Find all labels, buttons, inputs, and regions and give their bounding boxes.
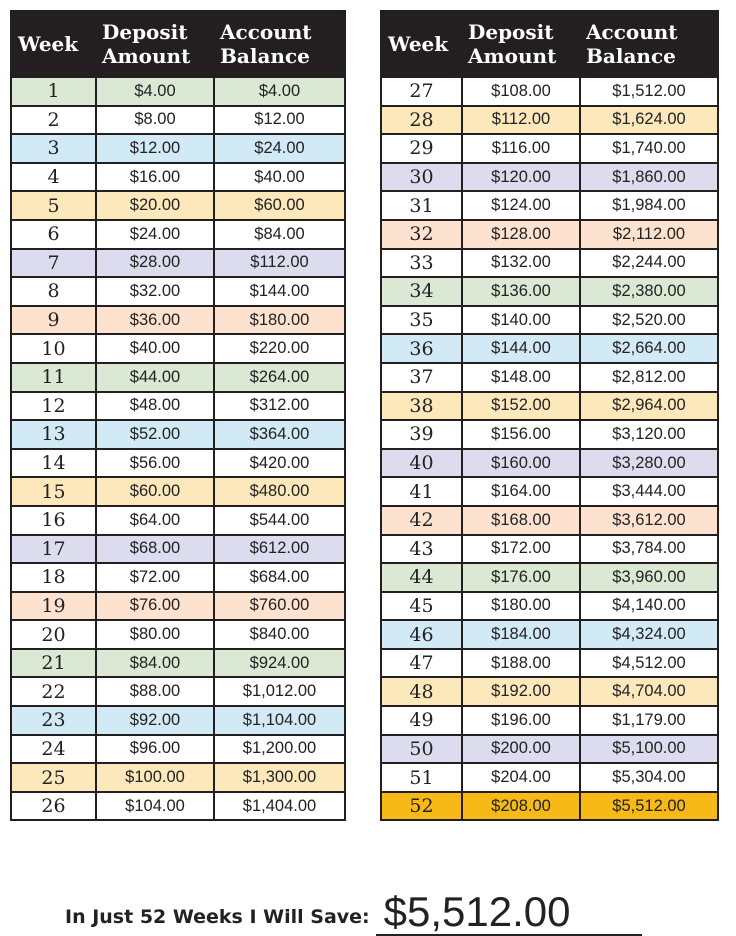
table-row: [11, 592, 345, 621]
week-cell: 21: [11, 649, 96, 678]
balance-cell: $684.00: [214, 563, 345, 592]
week-cell: 30: [381, 163, 462, 192]
balance-cell: $1,012.00: [214, 677, 345, 706]
week-cell: 34: [381, 277, 462, 306]
balance-cell: $4,324.00: [580, 620, 718, 649]
week-cell: 27: [381, 77, 462, 106]
table-row: [11, 249, 345, 278]
deposit-cell: $52.00: [96, 420, 214, 449]
header-balance-line2: Balance: [220, 44, 310, 68]
week-cell: 32: [381, 220, 462, 249]
week-cell: 22: [11, 677, 96, 706]
header-deposit-line1: Deposit: [102, 20, 188, 44]
table-row: [11, 363, 345, 392]
week-cell: 1: [11, 77, 96, 106]
deposit-cell: $84.00: [96, 649, 214, 678]
table-row: [11, 706, 345, 735]
balance-cell: $760.00: [214, 592, 345, 621]
table-row: [381, 249, 718, 278]
table-row: [11, 77, 345, 106]
deposit-cell: $44.00: [96, 363, 214, 392]
deposit-cell: $108.00: [462, 77, 580, 106]
deposit-cell: $156.00: [462, 420, 580, 449]
deposit-cell: $152.00: [462, 392, 580, 421]
week-cell: 43: [381, 535, 462, 564]
table-row: [11, 449, 345, 478]
deposit-cell: $148.00: [462, 363, 580, 392]
balance-cell: $1,104.00: [214, 706, 345, 735]
table-row: [11, 677, 345, 706]
week-cell: 29: [381, 134, 462, 163]
deposit-cell: $120.00: [462, 163, 580, 192]
balance-cell: $220.00: [214, 334, 345, 363]
balance-cell: $84.00: [214, 220, 345, 249]
deposit-cell: $124.00: [462, 191, 580, 220]
balance-cell: $3,612.00: [580, 506, 718, 535]
deposit-cell: $60.00: [96, 477, 214, 506]
table-row: [381, 763, 718, 792]
table-row: [11, 420, 345, 449]
table-row: [11, 191, 345, 220]
balance-cell: $3,960.00: [580, 563, 718, 592]
header-balance: [214, 11, 345, 77]
header-balance-line1: Account: [220, 20, 312, 44]
table-row: [381, 649, 718, 678]
week-cell: 23: [11, 706, 96, 735]
summary-amount: $5,512.00: [376, 890, 642, 936]
balance-cell: $1,860.00: [580, 163, 718, 192]
table-row: [381, 449, 718, 478]
table-row: [11, 792, 345, 821]
balance-cell: $2,812.00: [580, 363, 718, 392]
deposit-cell: $40.00: [96, 334, 214, 363]
savings-summary: [65, 890, 642, 936]
balance-cell: $3,280.00: [580, 449, 718, 478]
balance-cell: $544.00: [214, 506, 345, 535]
week-cell: 41: [381, 477, 462, 506]
deposit-cell: $168.00: [462, 506, 580, 535]
balance-cell: $1,200.00: [214, 735, 345, 764]
week-cell: 36: [381, 334, 462, 363]
week-cell: 2: [11, 106, 96, 135]
table-row: [381, 392, 718, 421]
week-cell: 52: [381, 792, 462, 821]
deposit-cell: $204.00: [462, 763, 580, 792]
deposit-cell: $28.00: [96, 249, 214, 278]
balance-cell: $1,179.00: [580, 706, 718, 735]
table-row: [11, 535, 345, 564]
balance-cell: $2,520.00: [580, 306, 718, 335]
balance-cell: $112.00: [214, 249, 345, 278]
balance-cell: $3,784.00: [580, 535, 718, 564]
week-cell: 19: [11, 592, 96, 621]
deposit-cell: $176.00: [462, 563, 580, 592]
deposit-cell: $184.00: [462, 620, 580, 649]
balance-cell: $5,100.00: [580, 735, 718, 764]
table-row: [11, 506, 345, 535]
balance-cell: $364.00: [214, 420, 345, 449]
deposit-cell: $172.00: [462, 535, 580, 564]
deposit-cell: $192.00: [462, 677, 580, 706]
deposit-cell: $128.00: [462, 220, 580, 249]
week-cell: 16: [11, 506, 96, 535]
deposit-cell: $48.00: [96, 392, 214, 421]
balance-cell: $2,664.00: [580, 334, 718, 363]
deposit-cell: $196.00: [462, 706, 580, 735]
table-row: [381, 792, 718, 821]
week-cell: 44: [381, 563, 462, 592]
table-row: [11, 306, 345, 335]
table-row: [11, 620, 345, 649]
deposit-cell: $32.00: [96, 277, 214, 306]
week-cell: 26: [11, 792, 96, 821]
deposit-cell: $200.00: [462, 735, 580, 764]
balance-cell: $3,444.00: [580, 477, 718, 506]
table-row: [381, 477, 718, 506]
week-cell: 3: [11, 134, 96, 163]
header-deposit-line1: Deposit: [468, 20, 554, 44]
week-cell: 8: [11, 277, 96, 306]
week-cell: 28: [381, 106, 462, 135]
table-row: [11, 735, 345, 764]
table-row: [11, 334, 345, 363]
deposit-cell: $64.00: [96, 506, 214, 535]
deposit-cell: $208.00: [462, 792, 580, 821]
table-row: [11, 477, 345, 506]
table-row: [381, 334, 718, 363]
week-cell: 48: [381, 677, 462, 706]
header-deposit: [96, 11, 214, 77]
deposit-cell: $100.00: [96, 763, 214, 792]
week-cell: 20: [11, 620, 96, 649]
week-cell: 5: [11, 191, 96, 220]
header-deposit: [462, 11, 580, 77]
table-row: [381, 620, 718, 649]
summary-label: In Just 52 Weeks I Will Save:: [65, 906, 370, 928]
deposit-cell: $188.00: [462, 649, 580, 678]
balance-cell: $5,512.00: [580, 792, 718, 821]
table-row: [381, 191, 718, 220]
week-cell: 49: [381, 706, 462, 735]
balance-cell: $1,404.00: [214, 792, 345, 821]
balance-cell: $1,300.00: [214, 763, 345, 792]
balance-cell: $1,512.00: [580, 77, 718, 106]
header-balance-line1: Account: [586, 20, 678, 44]
balance-cell: $4,140.00: [580, 592, 718, 621]
week-cell: 24: [11, 735, 96, 764]
week-cell: 13: [11, 420, 96, 449]
week-cell: 15: [11, 477, 96, 506]
balance-cell: $180.00: [214, 306, 345, 335]
table-row: [11, 649, 345, 678]
table-row: [381, 77, 718, 106]
deposit-cell: $76.00: [96, 592, 214, 621]
table-row: [381, 420, 718, 449]
week-cell: 47: [381, 649, 462, 678]
deposit-cell: $72.00: [96, 563, 214, 592]
balance-cell: $480.00: [214, 477, 345, 506]
balance-cell: $2,964.00: [580, 392, 718, 421]
balance-cell: $3,120.00: [580, 420, 718, 449]
balance-cell: $2,244.00: [580, 249, 718, 278]
header-balance-line2: Balance: [586, 44, 676, 68]
balance-cell: $4.00: [214, 77, 345, 106]
deposit-cell: $36.00: [96, 306, 214, 335]
balance-cell: $2,112.00: [580, 220, 718, 249]
deposit-cell: $140.00: [462, 306, 580, 335]
week-cell: 10: [11, 334, 96, 363]
balance-cell: $1,740.00: [580, 134, 718, 163]
deposit-cell: $164.00: [462, 477, 580, 506]
week-cell: 38: [381, 392, 462, 421]
table-row: [381, 306, 718, 335]
week-cell: 31: [381, 191, 462, 220]
table-row: [381, 563, 718, 592]
deposit-cell: $80.00: [96, 620, 214, 649]
deposit-cell: $12.00: [96, 134, 214, 163]
deposit-cell: $136.00: [462, 277, 580, 306]
table-row: [381, 506, 718, 535]
deposit-cell: $116.00: [462, 134, 580, 163]
week-cell: 50: [381, 735, 462, 764]
balance-cell: $840.00: [214, 620, 345, 649]
week-cell: 14: [11, 449, 96, 478]
table-row: [11, 106, 345, 135]
balance-cell: $40.00: [214, 163, 345, 192]
savings-table-left: [10, 10, 346, 821]
header-deposit-line2: Amount: [468, 44, 557, 68]
week-cell: 40: [381, 449, 462, 478]
balance-cell: $144.00: [214, 277, 345, 306]
table-row: [381, 220, 718, 249]
table-row: [381, 106, 718, 135]
balance-cell: $924.00: [214, 649, 345, 678]
week-cell: 18: [11, 563, 96, 592]
balance-cell: $1,624.00: [580, 106, 718, 135]
header-week: Week: [11, 11, 96, 77]
week-cell: 11: [11, 363, 96, 392]
table-row: [381, 706, 718, 735]
balance-cell: $1,984.00: [580, 191, 718, 220]
table-row: [381, 363, 718, 392]
balance-cell: $60.00: [214, 191, 345, 220]
balance-cell: $5,304.00: [580, 763, 718, 792]
table-row: [11, 163, 345, 192]
savings-table-right: [380, 10, 719, 821]
deposit-cell: $112.00: [462, 106, 580, 135]
table-row: [381, 592, 718, 621]
balance-cell: $312.00: [214, 392, 345, 421]
balance-cell: $4,704.00: [580, 677, 718, 706]
table-row: [381, 677, 718, 706]
week-cell: 6: [11, 220, 96, 249]
deposit-cell: $56.00: [96, 449, 214, 478]
week-cell: 9: [11, 306, 96, 335]
table-row: [381, 735, 718, 764]
week-cell: 12: [11, 392, 96, 421]
table-row: [11, 134, 345, 163]
table-row: [11, 763, 345, 792]
deposit-cell: $104.00: [96, 792, 214, 821]
deposit-cell: $180.00: [462, 592, 580, 621]
table-row: [381, 134, 718, 163]
deposit-cell: $92.00: [96, 706, 214, 735]
balance-cell: $24.00: [214, 134, 345, 163]
deposit-cell: $4.00: [96, 77, 214, 106]
week-cell: 17: [11, 535, 96, 564]
header-deposit-line2: Amount: [102, 44, 191, 68]
balance-cell: $420.00: [214, 449, 345, 478]
week-cell: 33: [381, 249, 462, 278]
balance-cell: $2,380.00: [580, 277, 718, 306]
table-row: [381, 535, 718, 564]
week-cell: 51: [381, 763, 462, 792]
header-balance: [580, 11, 718, 77]
deposit-cell: $8.00: [96, 106, 214, 135]
deposit-cell: $132.00: [462, 249, 580, 278]
deposit-cell: $68.00: [96, 535, 214, 564]
table-row: [381, 163, 718, 192]
deposit-cell: $16.00: [96, 163, 214, 192]
balance-cell: $612.00: [214, 535, 345, 564]
deposit-cell: $88.00: [96, 677, 214, 706]
deposit-cell: $160.00: [462, 449, 580, 478]
week-cell: 37: [381, 363, 462, 392]
week-cell: 4: [11, 163, 96, 192]
balance-cell: $4,512.00: [580, 649, 718, 678]
week-cell: 45: [381, 592, 462, 621]
week-cell: 39: [381, 420, 462, 449]
deposit-cell: $24.00: [96, 220, 214, 249]
table-row: [11, 220, 345, 249]
week-cell: 7: [11, 249, 96, 278]
table-row: [11, 277, 345, 306]
table-row: [381, 277, 718, 306]
deposit-cell: $96.00: [96, 735, 214, 764]
week-cell: 46: [381, 620, 462, 649]
balance-cell: $264.00: [214, 363, 345, 392]
table-row: [11, 392, 345, 421]
week-cell: 35: [381, 306, 462, 335]
deposit-cell: $20.00: [96, 191, 214, 220]
header-week: Week: [381, 11, 462, 77]
balance-cell: $12.00: [214, 106, 345, 135]
week-cell: 42: [381, 506, 462, 535]
table-row: [11, 563, 345, 592]
deposit-cell: $144.00: [462, 334, 580, 363]
week-cell: 25: [11, 763, 96, 792]
